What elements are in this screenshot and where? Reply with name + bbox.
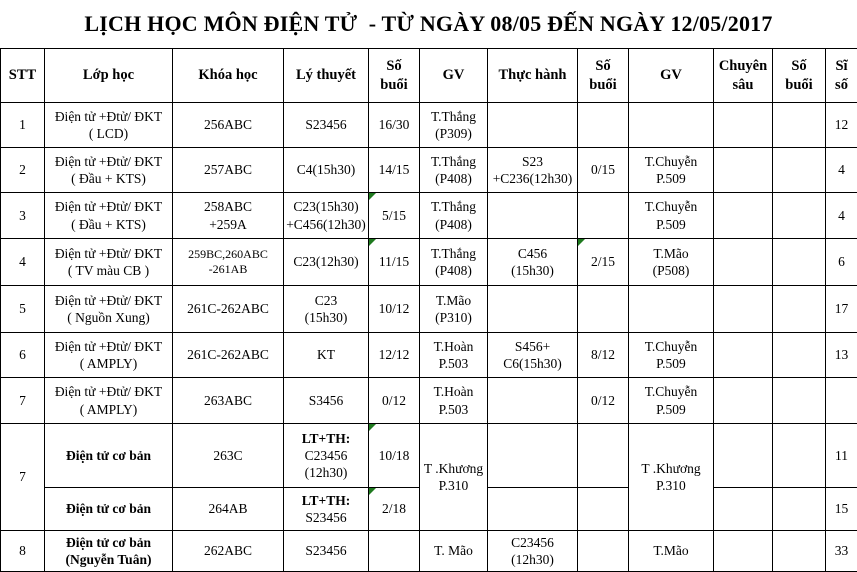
table-cell: 0/12: [369, 378, 420, 424]
header-cell: STT: [1, 49, 45, 103]
header-cell: Khóa học: [173, 49, 284, 103]
table-cell: 4: [826, 148, 857, 193]
table-cell: 16/30: [369, 103, 420, 148]
table-cell: Điện tử +Đtử/ ĐKT ( Nguồn Xung): [45, 286, 173, 333]
table-cell: C23(12h30): [284, 239, 369, 286]
table-cell: T .Khương P.310: [420, 424, 488, 531]
table-cell: S23456: [284, 103, 369, 148]
cell-flag-triangle-icon: [369, 193, 376, 200]
header-cell: Số buổi: [578, 49, 629, 103]
table-cell: [369, 531, 420, 572]
cell-flag-triangle-icon: [578, 239, 585, 246]
table-cell: LT+TH: S23456: [284, 488, 369, 531]
table-cell: [773, 239, 826, 286]
table-cell: [578, 531, 629, 572]
table-cell: T.Mão (P508): [629, 239, 714, 286]
table-row: [1, 378, 857, 424]
table-cell: [773, 378, 826, 424]
table-cell: [773, 333, 826, 378]
table-cell: S456+ C6(15h30): [488, 333, 578, 378]
table-cell: Điện tử cơ bản (Nguyễn Tuân): [45, 531, 173, 572]
table-cell: [578, 103, 629, 148]
table-cell: 10/18: [369, 424, 420, 488]
header-cell: Lớp học: [45, 49, 173, 103]
table-cell: T.Mão (P310): [420, 286, 488, 333]
table-cell: [488, 378, 578, 424]
table-cell: T.Chuyễn P.509: [629, 333, 714, 378]
table-cell: [773, 531, 826, 572]
table-cell: 17: [826, 286, 857, 333]
table-cell: Điện tử cơ bản: [45, 488, 173, 531]
table-cell: 261C-262ABC: [173, 333, 284, 378]
table-cell: [773, 103, 826, 148]
table-cell: [714, 103, 773, 148]
table-cell: Điện tử +Đtử/ ĐKT ( Đầu + KTS): [45, 148, 173, 193]
table-cell: KT: [284, 333, 369, 378]
table-row: [1, 148, 857, 193]
table-cell: [714, 488, 773, 531]
table-cell: 11/15: [369, 239, 420, 286]
table-cell: T.Hoàn P.503: [420, 333, 488, 378]
table-cell: 1: [1, 103, 45, 148]
table-cell: Điện tử +Đtử/ ĐKT ( Đầu + KTS): [45, 193, 173, 239]
table-cell: [629, 286, 714, 333]
table-cell: [714, 239, 773, 286]
cell-flag-triangle-icon: [369, 424, 376, 431]
table-cell: [826, 378, 857, 424]
table-cell: 12: [826, 103, 857, 148]
table-cell: 256ABC: [173, 103, 284, 148]
table-cell: 6: [1, 333, 45, 378]
table-cell: [578, 424, 629, 488]
table-cell: 0/12: [578, 378, 629, 424]
table-cell: C456 (15h30): [488, 239, 578, 286]
table-cell: [488, 424, 578, 488]
table-cell: 11: [826, 424, 857, 488]
table-cell: 263ABC: [173, 378, 284, 424]
table-cell: [773, 148, 826, 193]
table-cell: Điện tử +Đtử/ ĐKT ( TV màu CB ): [45, 239, 173, 286]
table-cell: 8: [1, 531, 45, 572]
table-cell: [773, 286, 826, 333]
table-cell: [773, 424, 826, 488]
table-cell: 7: [1, 378, 45, 424]
table-cell: [488, 488, 578, 531]
table-cell: [714, 333, 773, 378]
table-cell: T.Chuyễn P.509: [629, 378, 714, 424]
table-cell: [714, 193, 773, 239]
table-cell: 2: [1, 148, 45, 193]
table-cell: [714, 286, 773, 333]
table-row: [1, 286, 857, 333]
table-cell: 2/18: [369, 488, 420, 531]
table-cell: 5/15: [369, 193, 420, 239]
page-title: LỊCH HỌC MÔN ĐIỆN TỬ - TỪ NGÀY 08/05 ĐẾN NGÀY 12/05/2017: [0, 0, 857, 48]
header-cell: GV: [629, 49, 714, 103]
table-cell: [773, 193, 826, 239]
table-cell: [578, 488, 629, 531]
table-cell: 4: [1, 239, 45, 286]
table-cell: [488, 103, 578, 148]
table-cell: S23456: [284, 531, 369, 572]
table-cell: T.Thắng (P408): [420, 193, 488, 239]
table-row: [1, 193, 857, 239]
table-cell: C23456 (12h30): [488, 531, 578, 572]
header-cell: Chuyên sâu: [714, 49, 773, 103]
cell-flag-triangle-icon: [369, 488, 376, 495]
table-cell: [578, 286, 629, 333]
header-cell: GV: [420, 49, 488, 103]
table-cell: T.Thắng (P408): [420, 148, 488, 193]
table-cell: T. Mão: [420, 531, 488, 572]
table-cell: Điện tử +Đtử/ ĐKT ( AMPLY): [45, 378, 173, 424]
table-row: [1, 531, 857, 572]
table-cell: T.Hoàn P.503: [420, 378, 488, 424]
table-row: [1, 424, 857, 488]
table-cell: [578, 193, 629, 239]
table-cell: [488, 193, 578, 239]
table-cell: 15: [826, 488, 857, 531]
table-cell: [714, 378, 773, 424]
table-cell: 12/12: [369, 333, 420, 378]
table-cell: 10/12: [369, 286, 420, 333]
table-cell: [773, 488, 826, 531]
table-cell: 14/15: [369, 148, 420, 193]
table-cell: 264AB: [173, 488, 284, 531]
table-cell: C23(15h30) +C456(12h30): [284, 193, 369, 239]
table-cell: C4(15h30): [284, 148, 369, 193]
header-cell: Số buổi: [773, 49, 826, 103]
table-cell: LT+TH: C23456 (12h30): [284, 424, 369, 488]
table-cell: 0/15: [578, 148, 629, 193]
table-cell: 6: [826, 239, 857, 286]
table-cell: 257ABC: [173, 148, 284, 193]
table-cell: T.Chuyễn P.509: [629, 193, 714, 239]
table-cell: 263C: [173, 424, 284, 488]
table-cell: 2/15: [578, 239, 629, 286]
table-cell: 7: [1, 424, 45, 531]
header-cell: Sĩ số: [826, 49, 857, 103]
table-cell: 13: [826, 333, 857, 378]
table-cell: 261C-262ABC: [173, 286, 284, 333]
table-cell: 258ABC +259A: [173, 193, 284, 239]
table-cell: C23 (15h30): [284, 286, 369, 333]
table-cell: S3456: [284, 378, 369, 424]
table-cell: T.Thắng (P309): [420, 103, 488, 148]
table-cell: [714, 148, 773, 193]
table-cell: 259BC,260ABC -261AB: [173, 239, 284, 286]
table-cell: Điện tử cơ bản: [45, 424, 173, 488]
table-row: [1, 103, 857, 148]
header-cell: Lý thuyết: [284, 49, 369, 103]
table-row: [1, 239, 857, 286]
table-cell: [488, 286, 578, 333]
header-row: [1, 49, 857, 103]
table-cell: T .Khương P.310: [629, 424, 714, 531]
table-row: [1, 333, 857, 378]
table-cell: 8/12: [578, 333, 629, 378]
header-cell: Số buổi: [369, 49, 420, 103]
table-cell: Điện tử +Đtử/ ĐKT ( AMPLY): [45, 333, 173, 378]
table-cell: S23 +C236(12h30): [488, 148, 578, 193]
cell-flag-triangle-icon: [369, 239, 376, 246]
table-cell: [629, 103, 714, 148]
table-cell: T.Thắng (P408): [420, 239, 488, 286]
table-cell: 3: [1, 193, 45, 239]
table-cell: 5: [1, 286, 45, 333]
table-cell: [714, 531, 773, 572]
table-cell: Điện tử +Đtử/ ĐKT ( LCD): [45, 103, 173, 148]
schedule-table: [0, 48, 857, 572]
table-cell: T.Chuyễn P.509: [629, 148, 714, 193]
table-cell: 262ABC: [173, 531, 284, 572]
header-cell: Thực hành: [488, 49, 578, 103]
table-cell: T.Mão: [629, 531, 714, 572]
table-cell: [714, 424, 773, 488]
table-cell: 33: [826, 531, 857, 572]
table-cell: 4: [826, 193, 857, 239]
